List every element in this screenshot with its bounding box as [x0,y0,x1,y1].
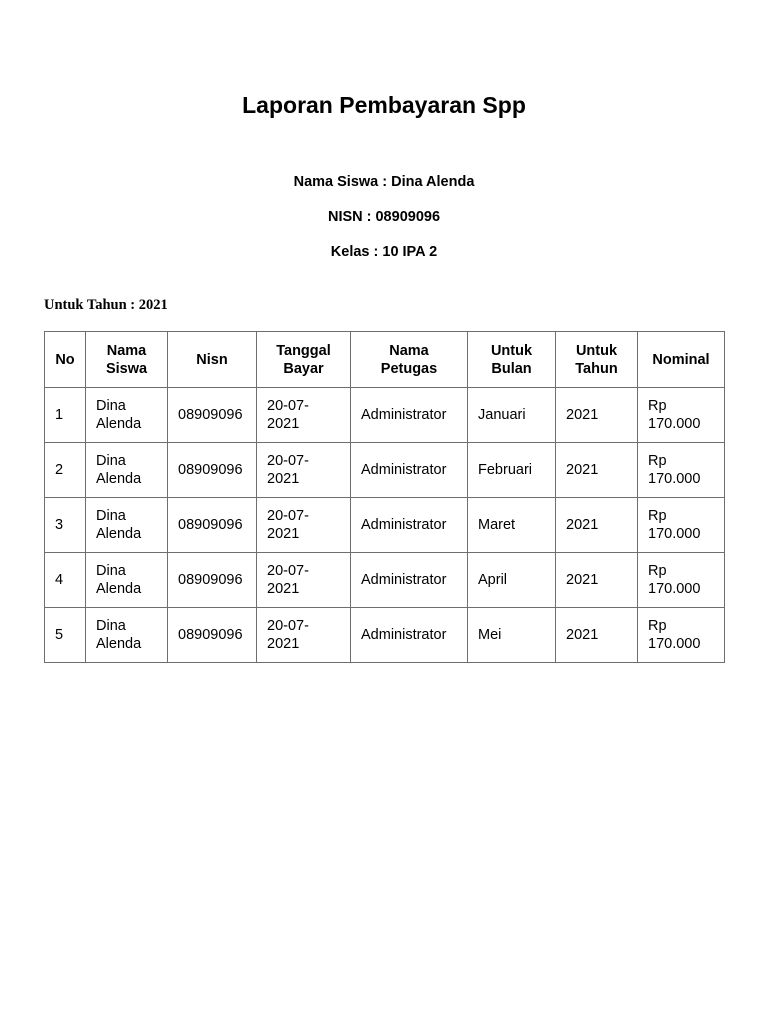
cell-nama-petugas: Administrator [351,498,468,553]
cell-untuk-bulan: Maret [468,498,556,553]
header-nominal: Nominal [638,332,725,388]
table-row [45,553,725,608]
table-row [45,498,725,553]
cell-no: 3 [45,498,86,553]
cell-nisn: 08909096 [168,443,257,498]
cell-tanggal-bayar: 20-07-2021 [257,388,351,443]
class-line: Kelas : 10 IPA 2 [330,244,438,260]
cell-untuk-tahun: 2021 [556,443,638,498]
cell-nisn: 08909096 [168,608,257,663]
cell-untuk-tahun: 2021 [556,388,638,443]
cell-untuk-bulan: Mei [468,608,556,663]
student-name-line: Nama Siswa : Dina Alenda [293,174,475,190]
header-untuk-tahun: Untuk Tahun [556,332,638,388]
cell-no: 5 [45,608,86,663]
year-line: Untuk Tahun : 2021 [44,297,168,313]
cell-nama-siswa: Dina Alenda [86,388,168,443]
cell-untuk-bulan: April [468,553,556,608]
cell-no: 2 [45,443,86,498]
cell-nominal: Rp 170.000 [638,498,725,553]
cell-nominal: Rp 170.000 [638,608,725,663]
cell-untuk-tahun: 2021 [556,608,638,663]
header-nama-petugas: Nama Petugas [351,332,468,388]
cell-no: 4 [45,553,86,608]
cell-nama-siswa: Dina Alenda [86,553,168,608]
cell-tanggal-bayar: 20-07-2021 [257,443,351,498]
cell-nisn: 08909096 [168,498,257,553]
cell-tanggal-bayar: 20-07-2021 [257,608,351,663]
header-nama-siswa: Nama Siswa [86,332,168,388]
header-untuk-bulan: Untuk Bulan [468,332,556,388]
table-row [45,443,725,498]
cell-nama-siswa: Dina Alenda [86,443,168,498]
cell-nominal: Rp 170.000 [638,553,725,608]
header-no: No [45,332,86,388]
cell-untuk-tahun: 2021 [556,498,638,553]
table-header-row [45,332,725,388]
payment-table [44,331,725,663]
header-nisn: Nisn [168,332,257,388]
cell-tanggal-bayar: 20-07-2021 [257,553,351,608]
header-tanggal-bayar: Tanggal Bayar [257,332,351,388]
cell-nama-siswa: Dina Alenda [86,608,168,663]
nisn-line: NISN : 08909096 [327,209,441,225]
cell-nama-petugas: Administrator [351,388,468,443]
cell-nisn: 08909096 [168,553,257,608]
cell-nisn: 08909096 [168,388,257,443]
cell-untuk-bulan: Januari [468,388,556,443]
cell-untuk-tahun: 2021 [556,553,638,608]
table-row [45,388,725,443]
cell-nama-petugas: Administrator [351,553,468,608]
cell-nama-petugas: Administrator [351,443,468,498]
cell-no: 1 [45,388,86,443]
cell-nama-siswa: Dina Alenda [86,498,168,553]
cell-tanggal-bayar: 20-07-2021 [257,498,351,553]
cell-untuk-bulan: Februari [468,443,556,498]
table-row [45,608,725,663]
cell-nominal: Rp 170.000 [638,388,725,443]
report-title: Laporan Pembayaran Spp [242,92,526,118]
cell-nama-petugas: Administrator [351,608,468,663]
cell-nominal: Rp 170.000 [638,443,725,498]
